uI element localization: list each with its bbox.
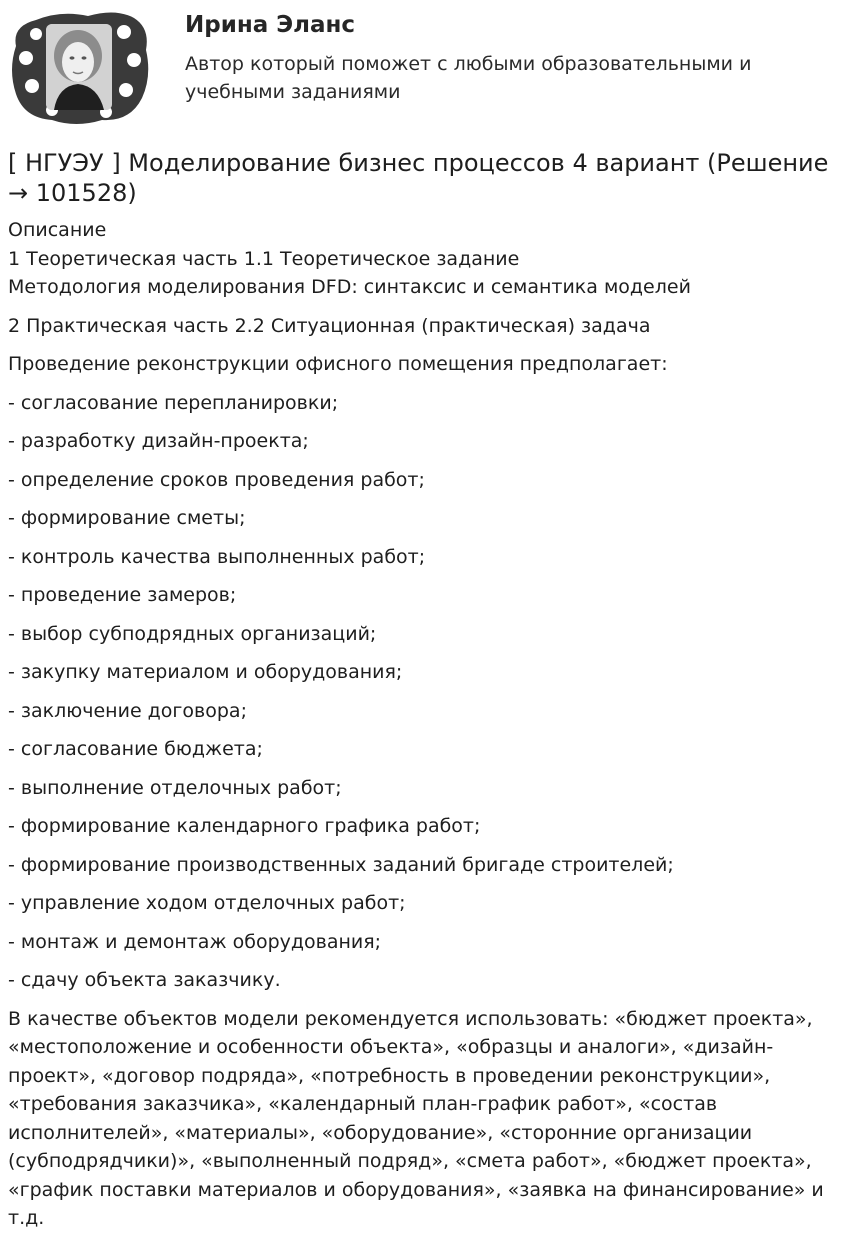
practice-line: 2 Практическая часть 2.2 Ситуационная (практическая) задача — [8, 314, 651, 337]
final-paragraph: В качестве объектов модели рекомендуется использовать: «бюджет проекта», «местоположение и особенности объекта», «образцы и аналоги», «дизайн-проект», «договор подряда», «потребность в проведении реконструкции», «требования заказчика», «календарный план-график работ», «состав исполнителей», «материалы», «оборудование», «сторонние организации (субподрядчики)», «выполненный подряд», «смета работ», «бюджет проекта», «график поставки материалов и оборудования», «заявка на финансирование» и т.д. — [8, 1007, 824, 1229]
document-content — [8, 216, 838, 1233]
theory-line: 1 Теоретическая часть 1.1 Теоретическое задание — [8, 247, 520, 270]
author-card — [0, 0, 847, 130]
theory-topic: Методология моделирования DFD: синтаксис и семантика моделей — [8, 276, 691, 298]
list-item: - определение сроков проведения работ; — [8, 468, 425, 491]
task-intro: Проведение реконструкции офисного помещения предполагает: — [8, 353, 668, 375]
author-description: Автор который поможет с любыми образовательными и учебными заданиями — [185, 53, 752, 103]
list-item: - формирование сметы; — [8, 507, 246, 529]
list-item: - выбор субподрядных организаций; — [8, 622, 377, 645]
task-list — [8, 389, 838, 995]
list-item: - проведение замеров; — [8, 584, 237, 606]
author-name[interactable]: Ирина Эланс — [185, 12, 356, 38]
list-item: - монтаж и демонтаж оборудования; — [8, 930, 382, 953]
list-item: - контроль качества выполненных работ; — [8, 545, 426, 568]
author-avatar[interactable] — [6, 6, 152, 126]
list-item: - формирование производственных заданий бригаде строителей; — [8, 853, 674, 876]
list-item: - выполнение отделочных работ; — [8, 776, 342, 799]
list-item: - заключение договора; — [8, 699, 247, 722]
description-label: Описание — [8, 219, 107, 241]
description-section — [8, 216, 838, 379]
list-item: - разработку дизайн-проекта; — [8, 430, 309, 452]
list-item: - управление ходом отделочных работ; — [8, 892, 406, 914]
list-item: - сдачу объекта заказчику. — [8, 969, 281, 991]
document-title: [ НГУЭУ ] Моделирование бизнес процессов 4 вариант (Решение → 101528) — [8, 149, 829, 207]
list-item: - закупку материалом и оборудования; — [8, 661, 403, 683]
list-item: - согласование бюджета; — [8, 738, 263, 760]
list-item: - согласование перепланировки; — [8, 391, 339, 414]
list-item: - формирование календарного графика работ; — [8, 815, 481, 837]
